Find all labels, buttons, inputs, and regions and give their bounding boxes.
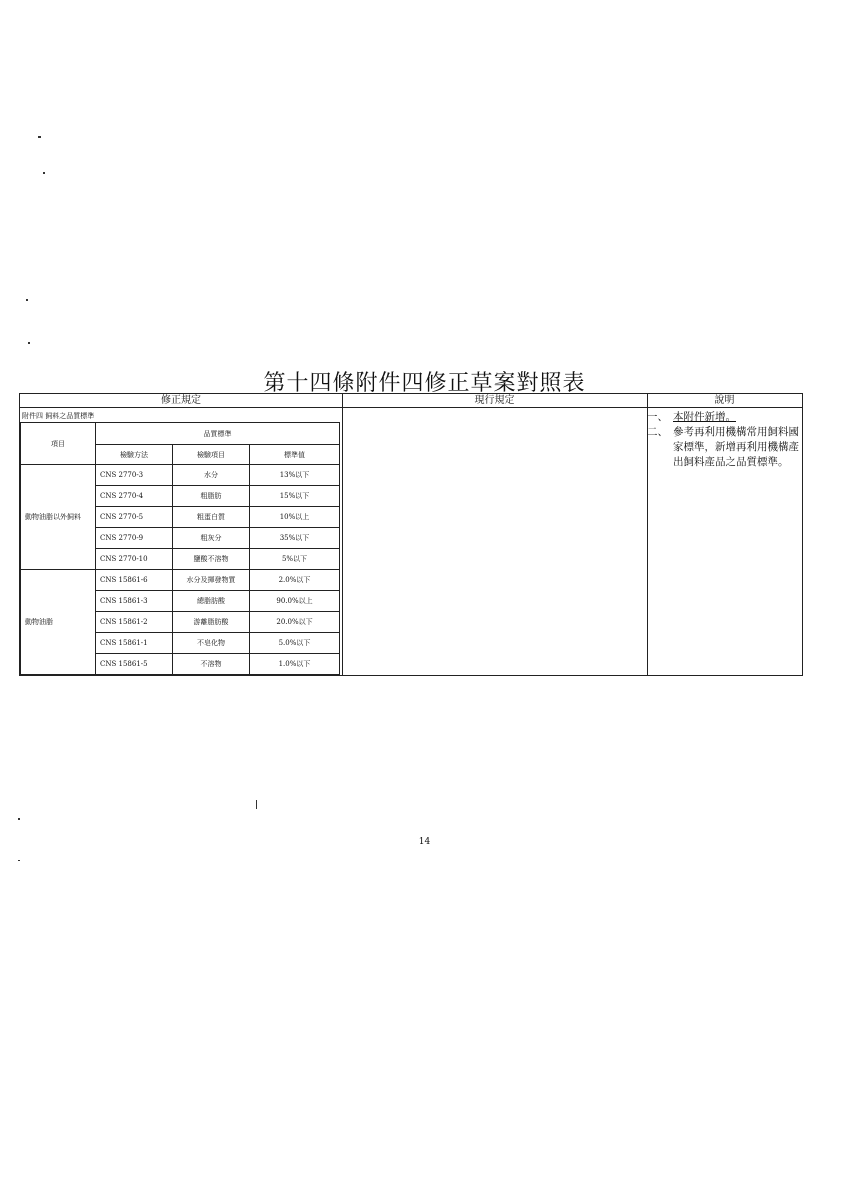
test-item-cell: 總脂肪酸: [173, 591, 250, 612]
annex-caption: 附件四 飼料之品質標準: [22, 412, 95, 420]
method-cell: CNS 2770-9: [96, 528, 173, 549]
test-item-cell: 不溶物: [173, 654, 250, 675]
standard-value-cell: 1.0%以下: [250, 654, 340, 675]
note-item: [647, 425, 803, 470]
method-cell: CNS 2770-5: [96, 507, 173, 528]
standard-value-cell: 10%以上: [250, 507, 340, 528]
quality-standard-table: [20, 422, 340, 675]
standard-value-cell: 35%以下: [250, 528, 340, 549]
test-item-cell: 游離脂肪酸: [173, 612, 250, 633]
scan-speck: [18, 860, 20, 861]
scan-speck: [38, 136, 41, 138]
test-item-cell: 粗脂肪: [173, 486, 250, 507]
note-number: 二、: [647, 426, 668, 438]
method-cell: CNS 2770-3: [96, 465, 173, 486]
page-number: 14: [418, 837, 431, 847]
test-item-cell: 水分及揮發物質: [173, 570, 250, 591]
group-label: 動物油脂: [21, 570, 96, 675]
column-header-amended: 修正規定: [20, 394, 342, 408]
header-standard: 標準值: [250, 445, 340, 465]
standard-value-cell: 2.0%以下: [250, 570, 340, 591]
scan-speck: [18, 818, 20, 820]
method-cell: CNS 15861-3: [96, 591, 173, 612]
column-divider: [342, 394, 343, 675]
standard-value-cell: 90.0%以上: [250, 591, 340, 612]
scan-speck: [43, 172, 45, 174]
standard-value-cell: 15%以下: [250, 486, 340, 507]
method-cell: CNS 15861-2: [96, 612, 173, 633]
note-number: 一、: [647, 411, 668, 423]
header-quality: 品質標準: [96, 423, 340, 445]
document-title: 第十四條附件四修正草案對照表: [263, 371, 586, 396]
test-item-cell: 粗灰分: [173, 528, 250, 549]
test-item-cell: 鹽酸不溶物: [173, 549, 250, 570]
header-method: 檢驗方法: [96, 445, 173, 465]
standard-value-cell: 13%以下: [250, 465, 340, 486]
column-header-current: 現行規定: [342, 394, 647, 408]
scan-speck: [26, 299, 28, 301]
method-cell: CNS 2770-4: [96, 486, 173, 507]
method-cell: CNS 15861-6: [96, 570, 173, 591]
note-text: 本附件新增。: [673, 411, 736, 423]
explanation-notes: [647, 410, 803, 470]
method-cell: CNS 15861-5: [96, 654, 173, 675]
comparison-table: [19, 393, 803, 676]
standard-value-cell: 20.0%以下: [250, 612, 340, 633]
table-row: [21, 570, 340, 591]
test-item-cell: 粗蛋白質: [173, 507, 250, 528]
scan-speck: [256, 800, 257, 809]
note-item: [647, 410, 803, 425]
standard-value-cell: 5.0%以下: [250, 633, 340, 654]
test-item-cell: 水分: [173, 465, 250, 486]
column-header-explanation: 說明: [647, 394, 802, 408]
table-row: [21, 465, 340, 486]
header-item: 項目: [21, 423, 96, 465]
header-test-item: 檢驗項目: [173, 445, 250, 465]
note-text: 參考再利用機構常用飼料國家標準，新增再利用機構產出飼料產品之品質標準。: [673, 426, 799, 468]
group-label: 動物油脂以外飼料: [21, 465, 96, 570]
method-cell: CNS 15861-1: [96, 633, 173, 654]
scan-speck: [28, 342, 30, 344]
standard-value-cell: 5%以下: [250, 549, 340, 570]
method-cell: CNS 2770-10: [96, 549, 173, 570]
test-item-cell: 不皂化物: [173, 633, 250, 654]
